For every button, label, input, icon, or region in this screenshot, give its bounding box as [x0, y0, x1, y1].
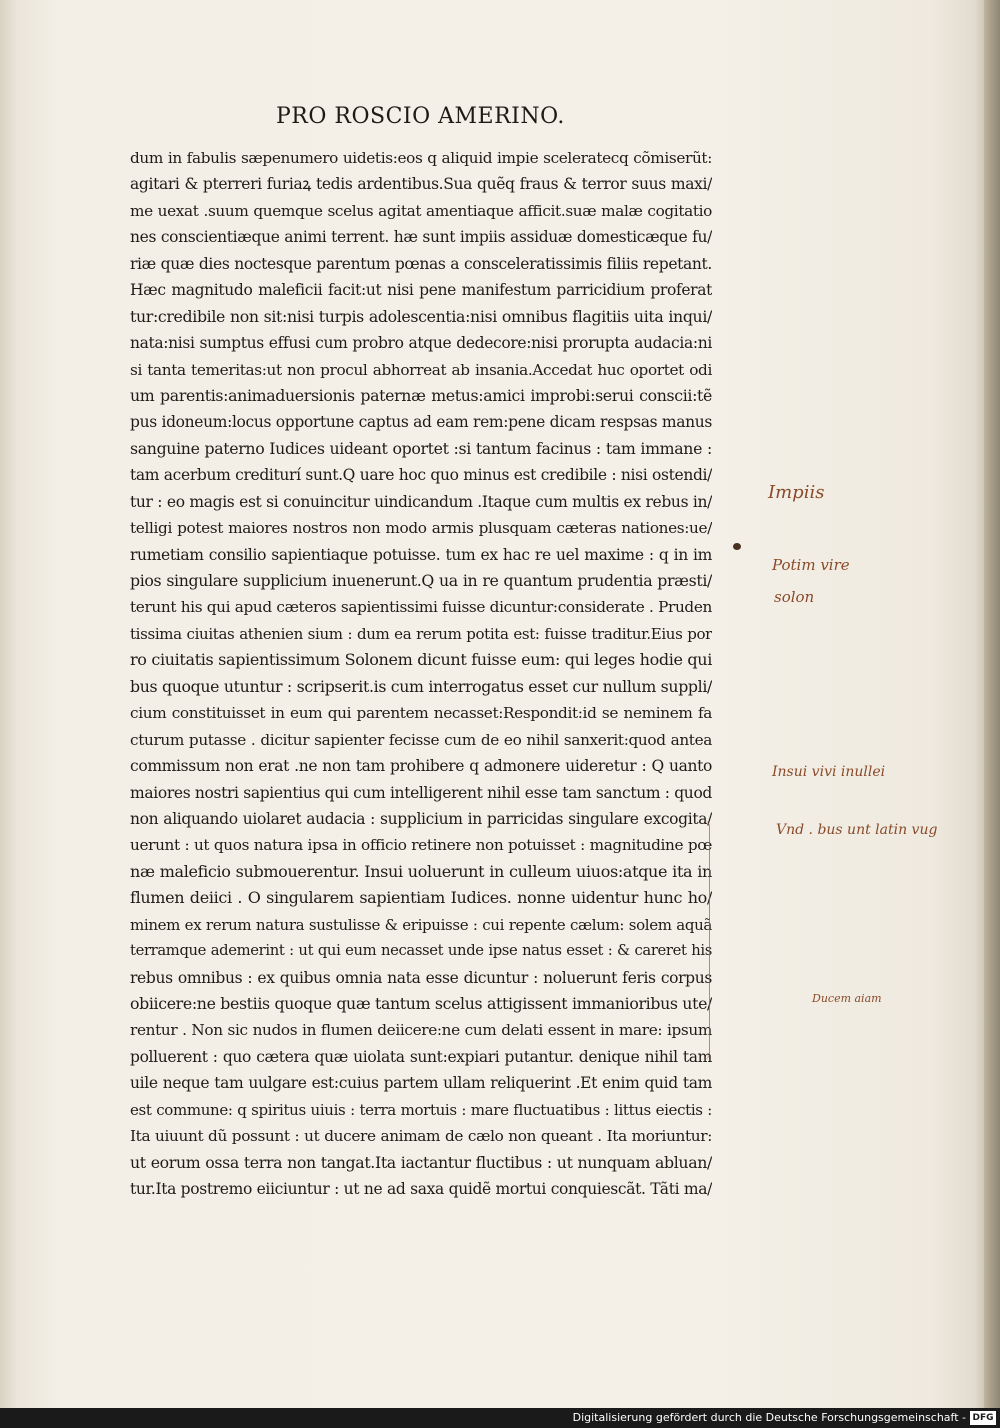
marginal-note: Vnd . bus unt latin vug: [776, 822, 938, 838]
text-line: ro ciuitatis sapientissimum Solonem dicunt fuisse eum: qui leges hodie qui: [130, 650, 712, 670]
text-line: sanguine paterno Iudices uideant oportet :si tantum facinus : tam immane :: [130, 438, 712, 458]
text-line: maiores nostri sapientius qui cum intelligerent nihil esse tam sanctum : quod: [130, 783, 712, 802]
text-line: flumen deiici . O singularem sapientiam Iudices. nonne uidentur hunc ho/: [130, 888, 712, 908]
text-line: commissum non erat .ne non tam prohibere q admonere uideretur : Q uanto: [130, 757, 712, 776]
text-line: cium constituisset in eum qui parentem necasset:Respondit:id se neminem fa: [130, 704, 712, 723]
text-line: nes conscientiæque animi terrent. hæ sunt impiis assiduæ domesticæque fu/: [130, 228, 712, 247]
text-line: riæ quæ dies noctesque parentum pœnas a consceleratissimis filiis repetant.: [130, 254, 712, 273]
text-line: est commune: q spiritus uiuis : terra mortuis : mare fluctuatibus : littus eiectis :: [130, 1100, 712, 1119]
marginal-note: Ducem aiam: [812, 992, 882, 1005]
margin-bracket: [703, 820, 710, 1060]
text-line: ut eorum ossa terra non tangat.Ita iactantur fluctibus : ut nunquam abluan/: [130, 1152, 712, 1172]
dfg-logo: DFG: [970, 1411, 996, 1425]
text-line: rebus omnibus : ex quibus omnia nata esse dicuntur : noluerunt feris corpus: [130, 968, 712, 987]
text-line: agitari & pterreri furiaꝝ tedis ardentibus.Sua quẽq fraus & terror suus maxi/: [130, 175, 712, 194]
text-line: tissima ciuitas athenien sium : dum ea rerum potita est: fuisse traditur.Eius por: [130, 624, 712, 643]
text-line: terramque ademerint : ut qui eum necasset unde ipse natus esset : & careret his: [130, 942, 712, 960]
text-line: tam acerbum crediturí sunt.Q uare hoc quo minus est credibile : nisi ostendi/: [130, 466, 712, 485]
text-line: bus quoque utuntur : scripserit.is cum interrogatus esset cur nullum suppli/: [130, 676, 712, 696]
text-line: obiicere:ne bestiis quoque quæ tantum scelus attigissent immanioribus ute/: [130, 994, 712, 1013]
text-line: dum in fabulis sæpenumero uidetis:eos q aliquid impie sceleratecq cõmiserũt:: [130, 149, 712, 167]
text-line: me uexat .suum quemque scelus agitat amentiaque afficit.suæ malæ cogitatio: [130, 201, 712, 220]
body-text: [130, 145, 712, 1203]
running-title: PRO ROSCIO AMERINO.: [276, 104, 565, 129]
footer-bar: [0, 1408, 1000, 1428]
text-line: Ita uiuunt dũ possunt : ut ducere animam de cælo non queant . Ita moriuntur:: [130, 1127, 712, 1146]
book-edge: [984, 0, 1000, 1428]
text-line: rumetiam consilio sapientiaque potuisse. tum ex hac re uel maxime : q in im: [130, 545, 712, 564]
text-line: minem ex rerum natura sustulisse & eripuisse : cui repente cælum: solem aquã: [130, 915, 712, 934]
text-line: pus idoneum:locus opportune captus ad eam rem:pene dicam respsas manus: [130, 413, 712, 432]
text-line: non aliquando uiolaret audacia : supplicium in parricidas singulare excogita/: [130, 809, 712, 828]
text-line: terunt his qui apud cæteros sapientissimi fuisse dicuntur:considerate . Pruden: [130, 598, 712, 617]
text-line: tur:credibile non sit:nisi turpis adolescentia:nisi omnibus flagitiis uita inqui/: [130, 306, 712, 326]
marginal-note: Potim vire: [772, 556, 850, 574]
text-line: tur : eo magis est si conuincitur uindicandum .Itaque cum multis ex rebus in/: [130, 492, 712, 511]
marginal-note: Insui vivi inullei: [772, 764, 886, 780]
text-line: telligi potest maiores nostros non modo armis plusquam cæteras nationes:ue/: [130, 519, 712, 538]
text-line: polluerent : quo cætera quæ uiolata sunt:expiari putantur. denique nihil tam: [130, 1047, 712, 1066]
footer-credit: Digitalisierung gefördert durch die Deutsche Forschungsgemeinschaft -: [572, 1411, 966, 1424]
marginal-note: solon: [774, 588, 815, 606]
text-line: rentur . Non sic nudos in flumen deiicere:ne cum delati essent in mare: ipsum: [130, 1021, 712, 1040]
text-line: si tanta temeritas:ut non procul abhorreat ab insania.Accedat huc oportet odi: [130, 360, 712, 379]
marginal-note: Impiis: [768, 482, 825, 503]
ink-dot: [733, 543, 741, 550]
text-line: pios singulare supplicium inuenerunt.Q ua in re quantum prudentia præsti/: [130, 571, 712, 590]
text-line: uerunt : ut quos natura ipsa in officio retinere non potuisset : magnitudine pœ: [130, 836, 712, 855]
text-line: um parentis:animaduersionis paternæ metus:amici improbi:serui conscii:tẽ: [130, 385, 712, 405]
text-line: tur.Ita postremo eiiciuntur : ut ne ad saxa quidẽ mortui conquiescãt. Tãti ma/: [130, 1180, 712, 1199]
text-line: nata:nisi sumptus effusi cum probro atque dedecore:nisi prorupta audacia:ni: [130, 334, 712, 353]
text-line: næ maleficio submouerentur. Insui uoluerunt in culleum uiuos:atque ita in: [130, 861, 712, 881]
text-line: cturum putasse . dicitur sapienter fecisse cum de eo nihil sanxerit:quod antea: [130, 730, 712, 749]
text-line: uile neque tam uulgare est:cuius partem ullam reliquerint .Et enim quid tam: [130, 1074, 712, 1093]
text-line: Hæc magnitudo maleficii facit:ut nisi pene manifestum parricidium proferat: [130, 281, 712, 300]
